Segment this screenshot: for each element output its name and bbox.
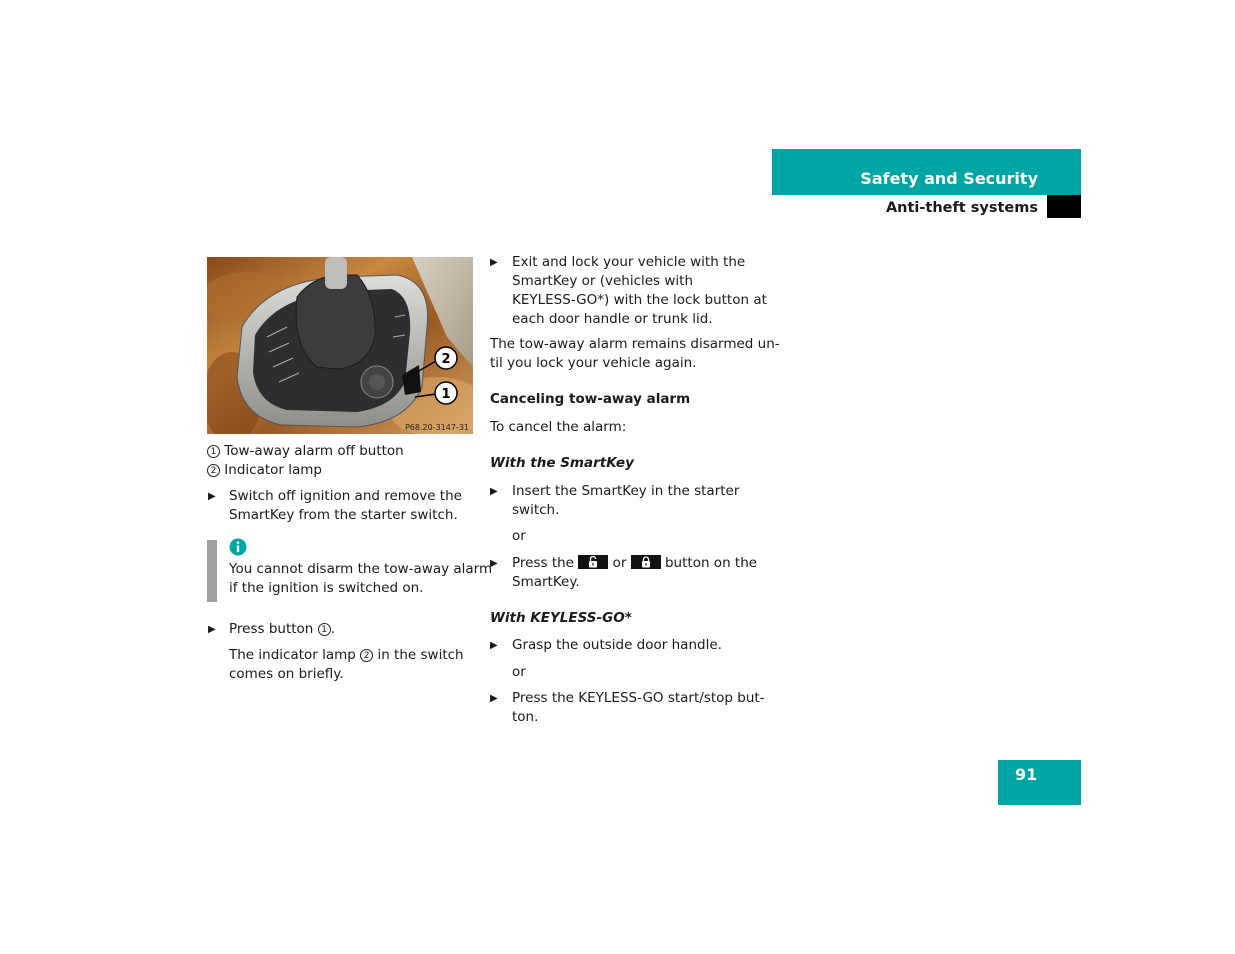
cancel-intro: To cancel the alarm:	[490, 419, 627, 435]
subsection-title: Anti-theft systems	[885, 200, 1038, 216]
remains-text	[490, 335, 780, 373]
step-line: SmartKey.	[512, 574, 580, 590]
step-exit-lock	[512, 253, 767, 329]
step-line: KEYLESS-GO*) with the lock button at	[512, 292, 767, 308]
callout-1	[435, 382, 457, 404]
ref-number: 2	[360, 649, 373, 662]
cancel-heading: Canceling tow-away alarm	[490, 391, 691, 407]
or-text: or	[512, 664, 526, 680]
step-text: Press the	[512, 555, 574, 571]
result-line: in the switch	[377, 647, 464, 663]
step-text: .	[330, 621, 335, 637]
step-press-button	[229, 620, 335, 639]
triangle-right-icon: ▶	[490, 257, 498, 268]
info-note	[229, 560, 492, 598]
triangle-right-icon: ▶	[208, 491, 216, 502]
legend-number: 1	[207, 445, 220, 458]
step-line: Exit and lock your vehicle with the	[512, 254, 746, 270]
triangle-right-icon: ▶	[490, 486, 498, 497]
step-press-key-button	[512, 554, 757, 592]
image-code: P68.20-3147-31	[404, 423, 469, 432]
step-text: or	[612, 555, 627, 571]
info-bar	[207, 540, 217, 602]
smartkey-heading: With the SmartKey	[490, 455, 634, 471]
step-text: Press button	[229, 621, 314, 637]
console-illustration	[207, 257, 473, 434]
info-icon	[229, 538, 247, 556]
page-number: 91	[1015, 765, 1038, 784]
result-line: The indicator lamp	[229, 647, 356, 663]
body-line: The tow-away alarm remains disarmed un-	[490, 336, 780, 352]
section-tab	[772, 149, 1081, 195]
step-remove-key	[229, 487, 462, 525]
triangle-right-icon: ▶	[490, 558, 498, 569]
legend-text: Indicator lamp	[224, 462, 322, 478]
legend-item	[207, 442, 404, 461]
step-line: switch.	[512, 502, 560, 518]
step-line: Press the KEYLESS-GO start/stop but-	[512, 690, 765, 706]
legend-number: 2	[207, 464, 220, 477]
step-text: button on the	[664, 555, 758, 571]
body-line: til you lock your vehicle again.	[490, 355, 697, 371]
step-line: each door handle or trunk lid.	[512, 311, 713, 327]
ref-number: 1	[318, 623, 331, 636]
step-grasp-handle: Grasp the outside door handle.	[512, 637, 722, 653]
step-keyless-button	[512, 689, 765, 727]
triangle-right-icon: ▶	[208, 624, 216, 635]
triangle-right-icon: ▶	[490, 640, 498, 651]
lock-icon	[631, 555, 661, 569]
legend-item	[207, 461, 322, 480]
or-text: or	[512, 528, 526, 544]
callout-2	[435, 347, 457, 369]
step-line: Switch off ignition and remove the	[229, 488, 462, 504]
section-marker	[1047, 195, 1081, 218]
callout-1-label: 1	[441, 387, 451, 402]
step-line: SmartKey from the starter switch.	[229, 507, 458, 523]
console-photo	[207, 257, 473, 434]
section-title: Safety and Security	[860, 169, 1038, 188]
page-number-tab	[998, 760, 1081, 805]
triangle-right-icon: ▶	[490, 693, 498, 704]
step-line: SmartKey or (vehicles with	[512, 273, 694, 289]
step-line: Insert the SmartKey in the starter	[512, 483, 740, 499]
info-line: if the ignition is switched on.	[229, 580, 424, 596]
step-insert-key	[512, 482, 739, 520]
step-line: ton.	[512, 709, 539, 725]
result-line: comes on briefly.	[229, 666, 344, 682]
callout-2-label: 2	[441, 352, 451, 367]
info-line: You cannot disarm the tow-away alarm	[229, 561, 493, 577]
unlock-icon	[578, 555, 608, 569]
legend-text: Tow-away alarm off button	[224, 443, 404, 459]
keyless-heading: With KEYLESS-GO*	[490, 610, 632, 626]
result-text	[229, 646, 464, 684]
